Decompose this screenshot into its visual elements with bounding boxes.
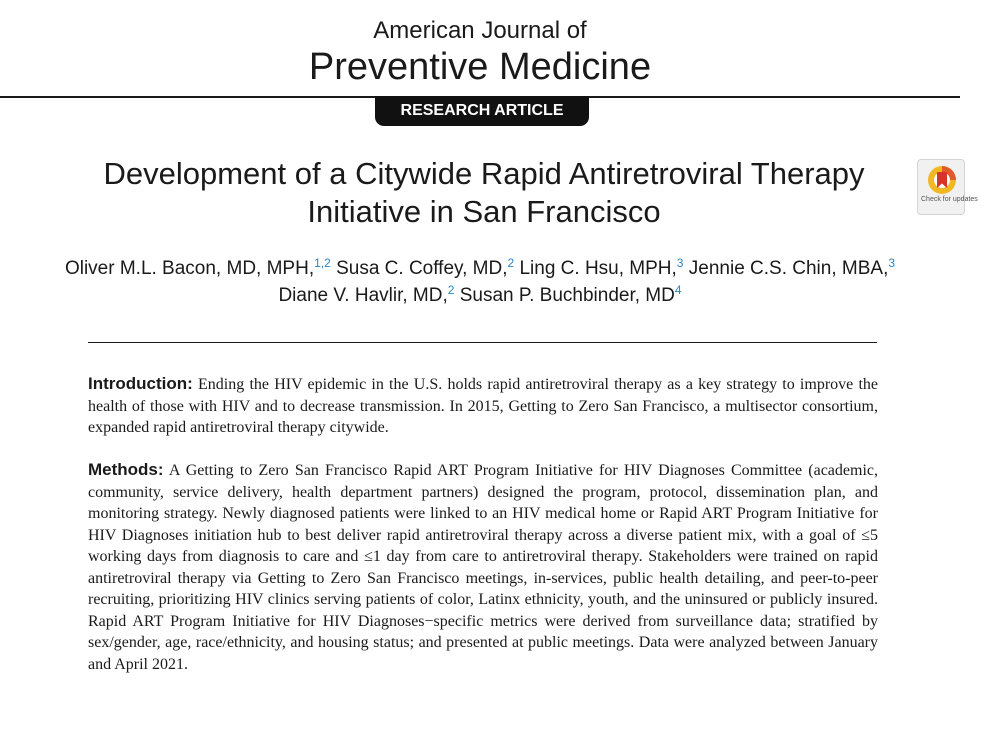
author-name: Susa C. Coffey, MD, — [336, 258, 508, 279]
methods-text: A Getting to Zero San Francisco Rapid ART Program Initiative for HIV Diagnoses Committee (academic, community, service delivery, health department partners) designed the program, protocol, dissemination plan, and monitoring strategy. Newly diagnosed patients were linked to an HIV medical home or Rapid ART Program Initiative for HIV Diagnoses initiation hub to best deliver rapid antiretroviral therapy across a diverse patient mix, with a goal of ≤5 working days from diagnosis to care and ≤1 day from care to antiretroviral therapy. Stakeholders were trained on rapid antiretroviral therapy via Getting to Zero San Francisco meetings, in-services, public health detailing, and peer-to-peer recruiting, prioritizing HIV clinics serving patients of color, Latinx ethnicity, youth, and the uninsured or publicly insured. Rapid ART Program Initiative for HIV Diagnoses−specific metrics were derived from surveillance data; stratified by sex/gender, age, race/ethnicity, and housing status; and presented at public meetings. Data were analyzed between January and April 2021. — [88, 462, 878, 673]
methods-heading: Methods: — [88, 460, 164, 479]
author-line-1 — [0, 255, 960, 282]
affiliation-link[interactable]: 2 — [447, 283, 455, 297]
affiliation-link[interactable]: 4 — [674, 283, 682, 297]
article-title: Development of a Citywide Rapid Antiretroviral Therapy Initiative in San Francisco — [103, 156, 865, 229]
abstract-divider — [88, 342, 877, 343]
journal-name-line2: Preventive Medicine — [308, 46, 652, 88]
author-name: Susan P. Buchbinder, MD — [459, 285, 675, 306]
article-type-badge: RESEARCH ARTICLE — [375, 96, 589, 126]
check-for-updates-label: Check for updates — [921, 196, 978, 203]
affiliation-link[interactable]: 1,2 — [314, 256, 331, 270]
crossmark-icon — [926, 164, 958, 196]
introduction-text: Ending the HIV epidemic in the U.S. holds rapid antiretroviral therapy as a key strategy to improve the health of those with HIV and to decrease transmission. In 2015, Getting to Zero San Francisco, a multisector consortium, expanded rapid antiretroviral therapy citywide. — [88, 376, 878, 436]
author-line-2 — [0, 282, 960, 309]
author-name: Oliver M.L. Bacon, MD, MPH, — [64, 258, 315, 279]
affiliation-link[interactable]: 3 — [676, 256, 684, 270]
author-name: Diane V. Havlir, MD, — [278, 285, 448, 306]
abstract-methods — [88, 459, 878, 675]
check-for-updates-button[interactable] — [917, 159, 978, 215]
author-list — [0, 255, 960, 309]
affiliation-link[interactable]: 2 — [507, 256, 515, 270]
introduction-heading: Introduction: — [88, 374, 193, 393]
affiliation-link[interactable]: 3 — [888, 256, 896, 270]
abstract-introduction — [88, 373, 878, 439]
journal-name-line1: American Journal of — [373, 17, 587, 44]
author-name: Ling C. Hsu, MPH, — [519, 258, 677, 279]
author-name: Jennie C.S. Chin, MBA, — [688, 258, 889, 279]
